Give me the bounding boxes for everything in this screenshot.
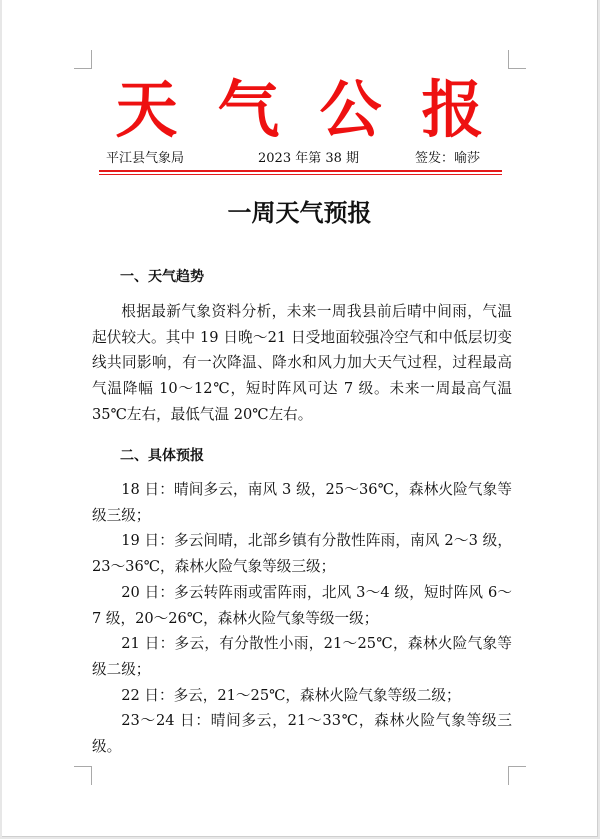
forecast-list bbox=[92, 477, 512, 760]
crop-mark-bottom-left-v bbox=[91, 767, 92, 785]
masthead-divider-thin bbox=[99, 174, 502, 175]
forecast-item: 23～24 日：晴间多云，21～33℃，森林火险气象等级三级。 bbox=[92, 712, 512, 756]
forecast-item: 20 日：多云转阵雨或雷阵雨，北风 3～4 级，短时阵风 6～7 级，20～26℃，森林火险气象等级一级； bbox=[92, 583, 512, 627]
crop-mark-top-left-h bbox=[74, 68, 92, 69]
document-title: 一周天气预报 bbox=[227, 199, 372, 227]
section-heading-detail: 二、具体预报 bbox=[120, 448, 204, 464]
forecast-item: 18 日：晴间多云，南风 3 级，25～36℃，森林火险气象等级三级； bbox=[92, 481, 512, 524]
issuer-name: 平江县气象局 bbox=[106, 151, 185, 166]
crop-mark-top-right-v bbox=[508, 50, 509, 68]
document-page bbox=[2, 0, 598, 837]
crop-mark-bottom-left-h bbox=[74, 766, 92, 767]
section-heading-trend: 一、天气趋势 bbox=[120, 269, 204, 285]
masthead-title: 天气公报 bbox=[115, 73, 524, 146]
crop-mark-bottom-right-h bbox=[508, 766, 526, 767]
issue-number: 2023 年第 38 期 bbox=[258, 151, 360, 166]
crop-mark-bottom-right-v bbox=[508, 767, 509, 785]
forecast-item: 19 日：多云间晴，北部乡镇有分散性阵雨，南风 2～3 级，23～36℃，森林火险气象等级三级； bbox=[92, 532, 512, 576]
masthead-divider-thick bbox=[99, 170, 502, 172]
forecast-item: 22 日：多云，21～25℃，森林火险气象等级二级； bbox=[121, 686, 461, 704]
crop-mark-top-left-v bbox=[91, 50, 92, 68]
signer: 签发：喻莎 bbox=[415, 151, 481, 166]
forecast-item: 21 日：多云，有分散性小雨，21～25℃，森林火险气象等级二级； bbox=[92, 635, 512, 678]
trend-paragraph: 根据最新气象资料分析，未来一周我县前后晴中间雨，气温起伏较大。其中 19 日晚～21 日受地面较强冷空气和中低层切变线共同影响，有一次降温、降水和风力加大天气过程，过程最高气温降幅 10～12℃，短时阵风可达 7 级。未来一周最高气温 35℃左右，最低气温 20℃左右。 bbox=[92, 303, 512, 423]
crop-mark-top-right-h bbox=[508, 68, 526, 69]
